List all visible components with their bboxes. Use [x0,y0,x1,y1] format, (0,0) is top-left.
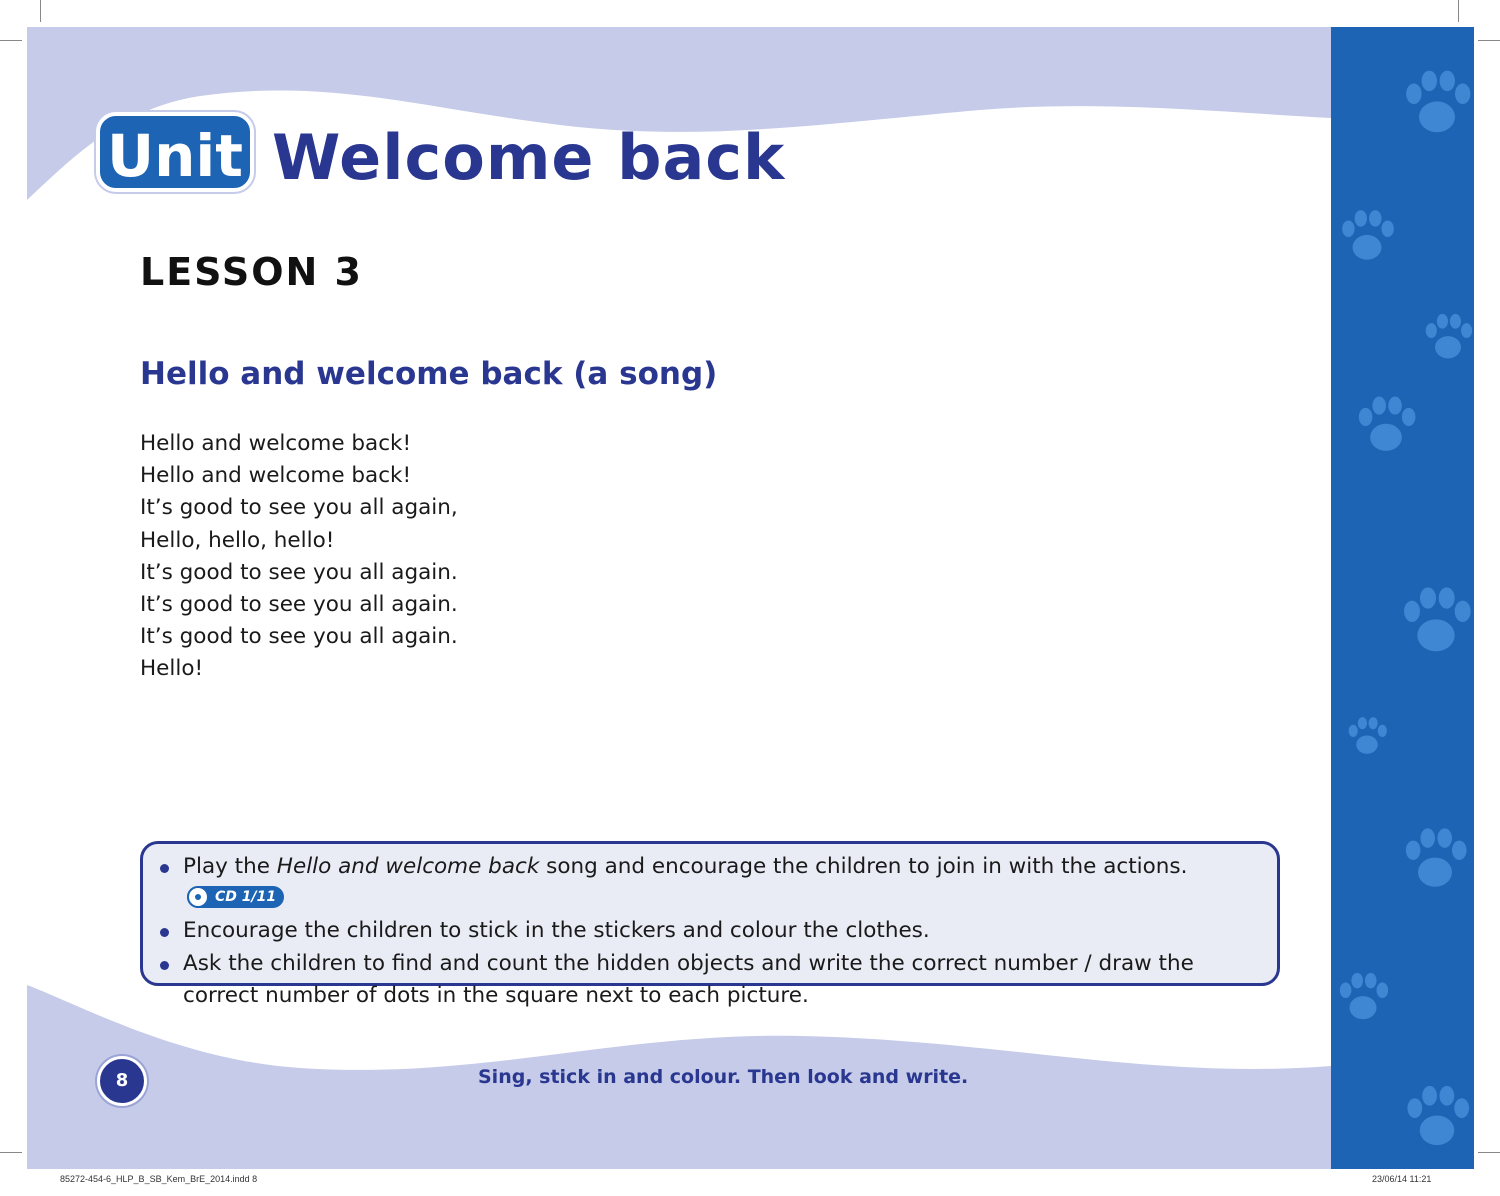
lyric-line: It’s good to see you all again. [140,592,458,618]
song-lyrics [140,428,458,686]
cd-track-badge [187,886,284,908]
paw-print-icon [1398,826,1472,894]
paw-print-icon [1336,202,1398,272]
note-text: Encourage the children to stick in the stickers and colour the clothes. [183,918,930,944]
cd-icon [187,886,209,908]
crop-mark [40,0,41,22]
lyric-line: Hello, hello, hello! [140,527,335,553]
note-text: song and encourage the children to join in with the actions. [539,854,1188,879]
paw-print-icon [1400,1078,1474,1158]
paw-print-icon [1344,714,1390,760]
print-slug-file: 85272-454-6_HLP_B_SB_Kem_BrE_2014.indd 8 [60,1174,258,1184]
teacher-notes-list [160,851,1260,1012]
cd-track-label: CD 1/11 [215,889,277,906]
crop-mark [0,40,22,41]
activity-instruction: Sing, stick in and colour. Then look and write. [478,1066,969,1088]
note-text: correct number of dots in the square next to each picture. [183,982,809,1008]
unit-title: Welcome back [272,121,786,194]
note-text: Ask the children to find and count the hidden objects and write the correct number / draw the [183,950,1194,976]
crop-mark [1478,40,1500,41]
lyric-line: It’s good to see you all again. [140,559,458,585]
crop-mark [0,1152,22,1153]
note-item [160,851,1260,915]
note-item [160,948,1260,1012]
crop-mark [1458,0,1459,22]
lyric-line: Hello and welcome back! [140,431,412,456]
paw-print-icon [1396,584,1476,660]
bullet-dot-icon [160,961,169,970]
crop-mark [1478,1152,1500,1153]
note-text: Play the [183,854,277,879]
note-song-name: Hello and welcome back [276,854,540,879]
lyric-line: It’s good to see you all again, [140,495,458,521]
paw-print-icon [1352,392,1420,460]
paw-print-icon [1420,312,1476,364]
print-slug-date: 23/06/14 11:21 [1372,1174,1432,1184]
page-number: 8 [97,1056,147,1106]
paw-print-icon [1398,68,1476,140]
lesson-heading: LESSON 3 [140,250,363,294]
song-title: Hello and welcome back (a song) [140,356,718,392]
paw-print-icon [1334,966,1392,1030]
lyric-line: It’s good to see you all again. [140,624,458,650]
bullet-dot-icon [160,928,169,937]
unit-badge: Unit [96,112,254,192]
lyric-line: Hello and welcome back! [140,463,412,489]
note-item [160,915,1260,947]
bullet-dot-icon [160,864,169,873]
lyric-line: Hello! [140,656,204,682]
